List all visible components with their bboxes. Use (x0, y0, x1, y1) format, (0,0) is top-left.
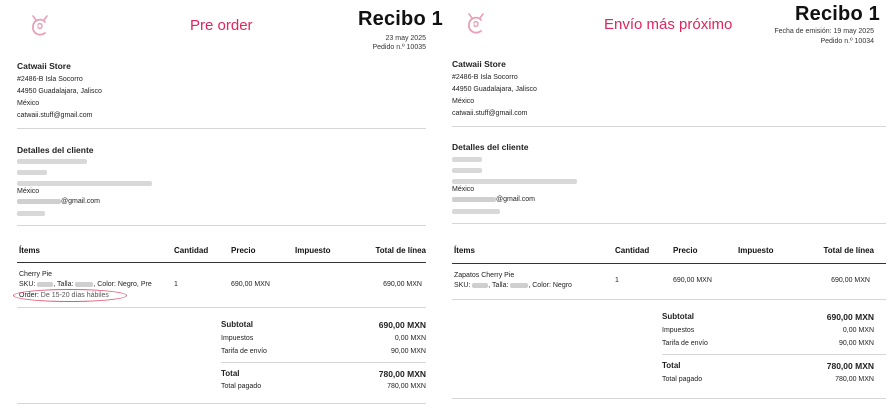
shipping-label: Tarifa de envío (662, 340, 708, 347)
issue-date-value: 19 may 2025 (833, 28, 874, 35)
receipt-closest-shipping (440, 0, 888, 409)
order-note-label: Order: (19, 292, 39, 299)
redacted-name (17, 159, 87, 164)
total-label: Total (662, 361, 681, 370)
divider (221, 362, 426, 363)
divider (452, 398, 886, 399)
table-header-rule (17, 262, 426, 263)
receipt-title (358, 8, 443, 31)
divider (17, 128, 426, 129)
subtotal-label: Subtotal (221, 320, 253, 329)
catwaii-logo-icon (26, 12, 54, 40)
order-note-value: De 15-20 días hábiles (40, 292, 109, 299)
col-tax: Impuesto (295, 246, 331, 255)
item-color: , Color: Negro, Pre (93, 281, 152, 288)
col-items: Ítems (19, 246, 40, 255)
address-line: #2486-B Isla Socorro (452, 74, 518, 81)
item-line-total: 690,00 MXN (383, 281, 422, 288)
item-price: 690,00 MXN (231, 281, 270, 288)
store-name: Catwaii Store (452, 59, 506, 69)
col-items: Ítems (454, 246, 475, 255)
receipt-number: 1 (868, 3, 880, 25)
redacted-name (452, 157, 482, 162)
col-quantity: Cantidad (615, 246, 650, 255)
receipt-date: 23 may 2025 (385, 35, 426, 42)
redacted-phone (452, 168, 482, 173)
receipt-date (774, 28, 874, 35)
receipt-number: 1 (431, 8, 443, 30)
col-line-total: Total de línea (823, 246, 874, 255)
col-quantity: Cantidad (174, 246, 209, 255)
tax-label: Impuestos (221, 335, 254, 342)
redacted-sku (472, 283, 488, 288)
receipt-title (795, 3, 880, 26)
tax-value: 0,00 MXN (394, 335, 426, 342)
email-suffix: @gmail.com (496, 196, 536, 203)
shipping-label: Tarifa de envío (221, 348, 267, 355)
store-email: catwaii.stuff@gmail.com (17, 112, 93, 119)
sku-label: SKU: (19, 281, 36, 288)
paid-label: Total pagado (662, 376, 703, 383)
paid-value: 780,00 MXN (387, 383, 426, 390)
address-line: 44950 Guadalajara, Jalisco (17, 88, 102, 95)
item-sku (454, 282, 572, 289)
store-name: Catwaii Store (17, 61, 71, 71)
col-tax: Impuesto (738, 246, 774, 255)
redacted-size (510, 283, 528, 288)
divider (17, 403, 426, 404)
divider (452, 223, 886, 224)
paid-value: 780,00 MXN (835, 376, 874, 383)
item-name: Cherry Pie (19, 271, 53, 278)
catwaii-logo-icon (462, 10, 490, 38)
sku-label: SKU: (454, 282, 471, 289)
shipping-value: 90,00 MXN (838, 340, 874, 347)
store-address (452, 72, 537, 120)
customer-country: México (452, 186, 475, 193)
annotation-circle (13, 289, 127, 302)
paid-label: Total pagado (221, 383, 262, 390)
item-sku (19, 281, 152, 288)
address-line: México (17, 100, 40, 107)
size-label: , Talla: (488, 282, 509, 289)
redacted-sku (37, 282, 53, 287)
item-name: Zapatos Cherry Pie (454, 272, 515, 279)
tax-label: Impuestos (662, 327, 695, 334)
subtotal-value: 690,00 MXN (378, 320, 426, 330)
divider (17, 225, 426, 226)
item-qty: 1 (615, 277, 619, 284)
customer-email (17, 196, 100, 208)
divider (17, 307, 426, 308)
col-price: Precio (231, 246, 256, 255)
item-price: 690,00 MXN (673, 277, 712, 284)
redacted-phone (17, 170, 47, 175)
caption: Envío más próximo (604, 16, 733, 33)
customer-email (452, 194, 535, 206)
order-number: Pedido n.º 10035 (372, 44, 426, 51)
order-number: Pedido n.º 10034 (820, 38, 874, 45)
receipt-pre-order (0, 0, 443, 409)
store-email: catwaii.stuff@gmail.com (452, 110, 528, 117)
redacted-field (17, 211, 45, 216)
redacted-email (17, 199, 61, 204)
divider (452, 299, 886, 300)
customer-country: México (17, 188, 40, 195)
divider (662, 354, 886, 355)
divider (452, 126, 886, 127)
item-color: , Color: Negro (528, 282, 572, 289)
customer-heading: Detalles del cliente (452, 142, 529, 152)
item-qty: 1 (174, 281, 178, 288)
address-line: México (452, 98, 475, 105)
shipping-value: 90,00 MXN (390, 348, 426, 355)
email-suffix: @gmail.com (61, 198, 101, 205)
caption: Pre order (190, 17, 253, 34)
address-line: #2486-B Isla Socorro (17, 76, 83, 83)
redacted-size (75, 282, 93, 287)
tax-value: 0,00 MXN (842, 327, 874, 334)
subtotal-label: Subtotal (662, 312, 694, 321)
table-header-rule (452, 263, 886, 264)
address-line: 44950 Guadalajara, Jalisco (452, 86, 537, 93)
issue-date-label: Fecha de emisión: (774, 28, 832, 35)
receipt-title-text: Recibo (795, 3, 863, 25)
store-address (17, 74, 102, 122)
col-line-total: Total de línea (375, 246, 426, 255)
total-value: 780,00 MXN (826, 361, 874, 371)
receipt-title-text: Recibo (358, 8, 426, 30)
total-value: 780,00 MXN (378, 369, 426, 379)
redacted-field (452, 209, 500, 214)
customer-heading: Detalles del cliente (17, 145, 94, 155)
size-label: , Talla: (53, 281, 74, 288)
subtotal-value: 690,00 MXN (826, 312, 874, 322)
redacted-email (452, 197, 496, 202)
total-label: Total (221, 369, 240, 378)
col-price: Precio (673, 246, 698, 255)
item-line-total: 690,00 MXN (831, 277, 870, 284)
